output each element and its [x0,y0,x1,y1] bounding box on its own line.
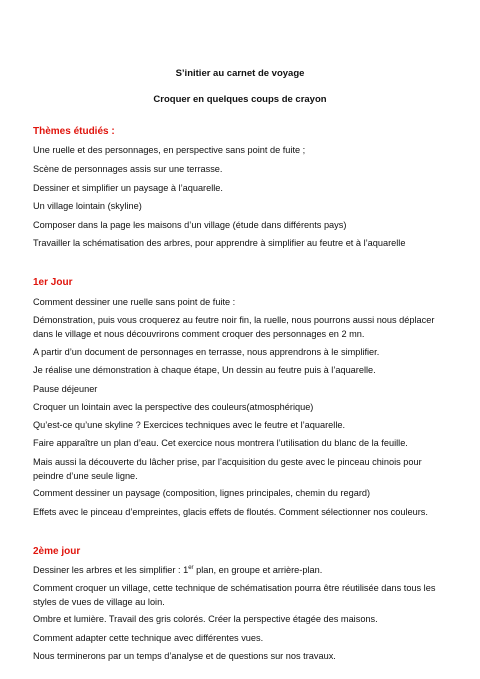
day1-item: A partir d’un document de personnages en terrasse, nous apprendrons à le simplifier. [33,347,380,357]
day1-item: Pause déjeuner [33,384,98,394]
section-heading-day2: 2ème jour [33,546,81,557]
themes-item: Travailler la schématisation des arbres, pour apprendre à simplifier au feutre et à l’aquarelle [33,238,406,248]
day1-item: Démonstration, puis vous croquerez au feutre noir fin, la ruelle, nous pourrons aussi nous déplacer dans le village et nous découvrirons comment croquer des personnages en 2 mn. [33,315,435,339]
day1-item: Qu’est-ce qu’une skyline ? Exercices techniques avec le feutre et l’aquarelle. [33,420,346,430]
day1-item: Comment dessiner un paysage (composition, lignes principales, chemin du regard) [33,488,371,498]
day1-item: Faire apparaître un plan d’eau. Cet exercice nous montrera l’utilisation du blanc de la feuille. [33,438,408,448]
document-title: S’initier au carnet de voyage [175,68,305,79]
themes-item: Un village lointain (skyline) [33,201,142,211]
document-subtitle: Croquer en quelques coups de crayon [153,94,327,105]
section-heading-day1: 1er Jour [33,277,73,288]
day2-item: Comment adapter cette technique avec différentes vues. [33,633,264,643]
day2-item-text: Dessiner les arbres et les simplifier : 1 [33,565,189,575]
day2-item-text: plan, en groupe et arrière-plan. [193,565,323,575]
ordinal-superscript: er [188,564,194,571]
day2-item: Comment croquer un village, cette technique de schématisation pourra être réutilisée dans tous les styles de vues de village au loin. [33,583,436,607]
day2-item: Ombre et lumière. Travail des gris colorés. Créer la perspective étagée des maisons. [33,614,378,624]
themes-item: Une ruelle et des personnages, en perspective sans point de fuite ; [33,145,306,155]
themes-item: Composer dans la page les maisons d’un village (étude dans différents pays) [33,220,347,230]
day1-item: Effets avec le pinceau d’empreintes, glacis effets de floutés. Comment sélectionner nos couleurs. [33,507,428,517]
day1-item: Mais aussi la découverte du lâcher prise, par l’acquisition du geste avec le pinceau chinois pour peindre d’une seule ligne. [33,457,422,481]
day1-item: Croquer un lointain avec la perspective des couleurs(atmosphérique) [33,402,314,412]
day2-item: Nous terminerons par un temps d’analyse et de questions sur nos travaux. [33,651,336,661]
day2-item [33,564,322,578]
themes-item: Dessiner et simplifier un paysage à l’aquarelle. [33,183,223,193]
themes-item: Scène de personnages assis sur une terrasse. [33,164,223,174]
section-heading-themes: Thèmes étudiés : [33,126,115,137]
day1-item: Comment dessiner une ruelle sans point de fuite : [33,297,236,307]
day1-item: Je réalise une démonstration à chaque étape, Un dessin au feutre puis à l’aquarelle. [33,365,376,375]
